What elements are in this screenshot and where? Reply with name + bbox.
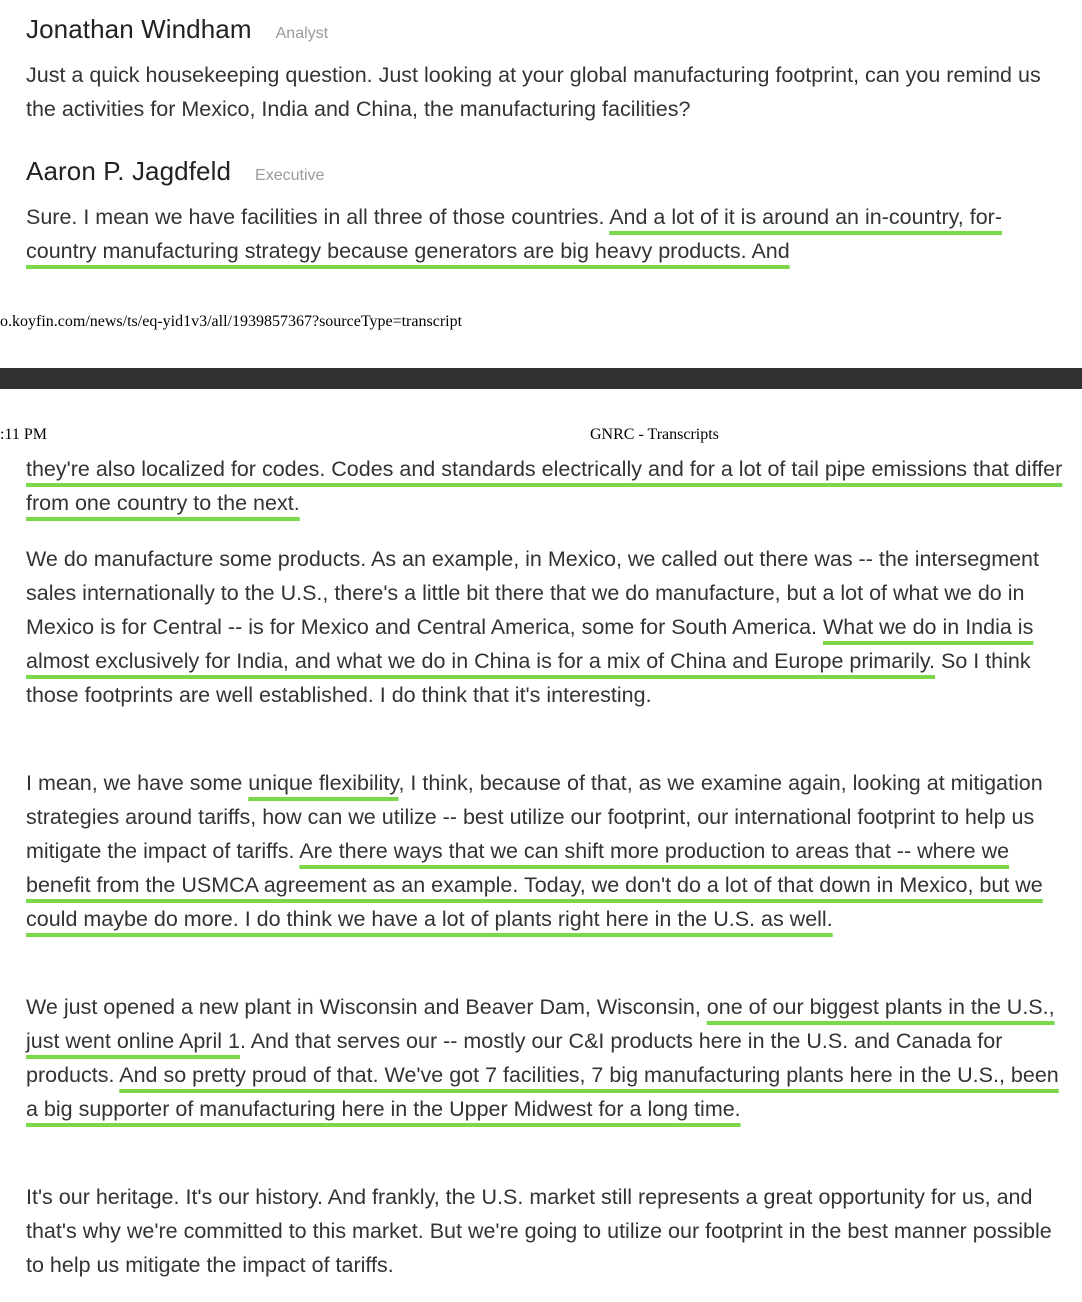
answer-paragraph bbox=[26, 766, 1066, 936]
answer-text: , I think, because of that, as we examine again, looking at mitigation strategies around tariffs, how can we utilize -- best utilize our footprint, our international footprint to help us mitigate the impact of tariffs. bbox=[26, 771, 1043, 863]
highlighted-text: And so pretty proud of that. We've got 7 facilities, 7 big manufacturing plants here in the U.S., been a big supporter of manufacturing here in the Upper Midwest for a long time. bbox=[26, 1063, 1059, 1121]
highlighted-text: they're also localized for codes. Codes and standards electrically and for a lot of tail pipe emissions that differ from one country to the next. bbox=[26, 457, 1063, 515]
answer-text: We just opened a new plant in Wisconsin and Beaver Dam, Wisconsin, bbox=[26, 995, 707, 1019]
print-footer-url: o.koyfin.com/news/ts/eq-yid1v3/all/1939857367?sourceType=transcript bbox=[0, 313, 463, 330]
answer-text: Sure. I mean we have facilities in all three of those countries. bbox=[26, 205, 610, 229]
highlighted-text: What we do in India is almost exclusively for India, and what we do in China is for a mix of China and Europe primarily. bbox=[26, 615, 1034, 673]
speaker-name: Aaron P. Jagdfeld bbox=[26, 156, 232, 186]
print-header-title: GNRC - Transcripts bbox=[590, 426, 719, 443]
answer-paragraph bbox=[26, 200, 1066, 268]
answer-paragraph: It's our heritage. It's our history. And frankly, the U.S. market still represents a great opportunity for us, and that's why we're committed to this market. But we're going to utilize our footprint in the best manner possible to help us mitigate the impact of tariffs. bbox=[26, 1185, 1052, 1277]
speaker-role-badge: Analyst bbox=[275, 25, 329, 42]
answer-text: I mean, we have some bbox=[26, 771, 249, 795]
answer-paragraph-continued bbox=[26, 452, 1066, 520]
answer-text: . And that serves our -- mostly our C&I products here in the U.S. and Canada for products. bbox=[26, 1029, 1003, 1087]
answer-paragraph bbox=[26, 542, 1066, 712]
answer-text: We do manufacture some products. As an example, in Mexico, we called out there was -- the intersegment sales internationally to the U.S., there's a little bit there that we do manufacture, but a lot of what we do in Mexico is for Central -- is for Mexico and Central America, some for South America. bbox=[26, 547, 1039, 639]
speaker-role-badge: Executive bbox=[255, 167, 325, 184]
print-header-time: :11 PM bbox=[0, 426, 47, 443]
highlighted-text: And a lot of it is around an in-country, for-country manufacturing strategy because generators are big heavy products. And bbox=[26, 205, 1002, 263]
speaker-header-analyst bbox=[26, 14, 328, 45]
answer-paragraph bbox=[26, 990, 1066, 1126]
highlighted-text: one of our biggest plants in the U.S., just went online April 1 bbox=[26, 995, 1055, 1053]
analyst-question: Just a quick housekeeping question. Just looking at your global manufacturing footprint, can you remind us the activities for Mexico, India and China, the manufacturing facilities? bbox=[26, 63, 1041, 121]
answer-text: So I think those footprints are well established. I do think that it's interesting. bbox=[26, 649, 1031, 707]
page-separator bbox=[0, 368, 1082, 389]
highlighted-text: unique flexibility bbox=[248, 771, 399, 795]
speaker-header-executive bbox=[26, 156, 324, 187]
highlighted-text: Are there ways that we can shift more production to areas that -- where we benefit from the USMCA agreement as an example. Today, we don't do a lot of that down in Mexico, but we could maybe do more. I do think we have a lot of plants right here in the U.S. as well. bbox=[26, 839, 1043, 931]
speaker-name: Jonathan Windham bbox=[26, 14, 252, 44]
